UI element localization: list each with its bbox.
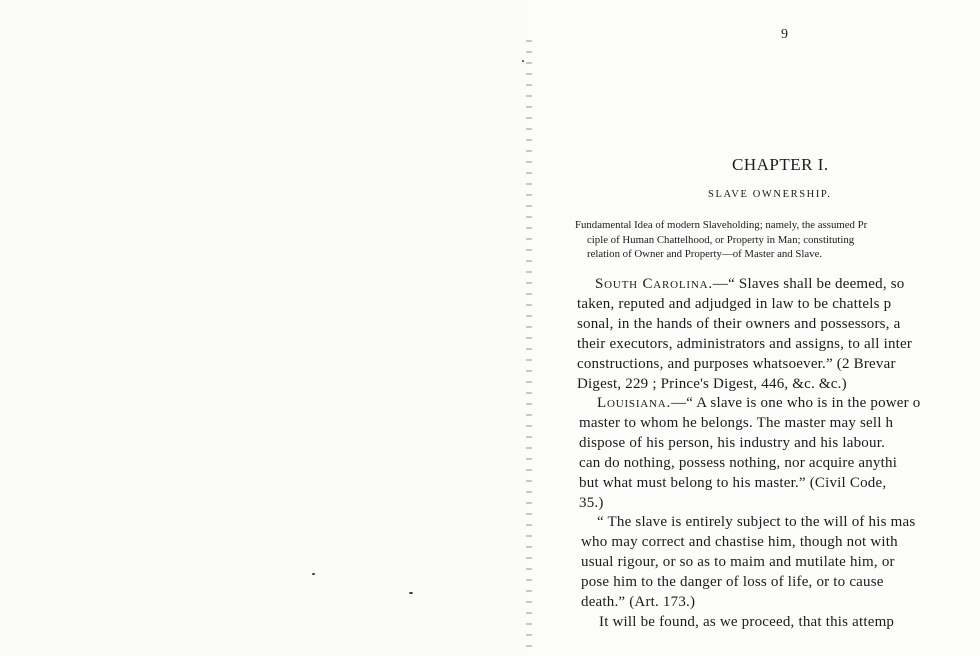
- text-line: constructions, and purposes whatsoever.” (2 Brevar: [577, 356, 896, 372]
- state-label: South Carolina.: [595, 276, 713, 292]
- page-number: 9: [781, 27, 788, 42]
- chapter-summary: [575, 218, 867, 262]
- text-line: their executors, administrators and assigns, to all inter: [577, 336, 913, 352]
- paragraph-first-line: [577, 274, 912, 294]
- text-line: 35.): [579, 495, 604, 511]
- text-line: usual rigour, or so as to maim and mutilate him, or: [581, 554, 895, 570]
- text-line: Digest, 229 ; Prince's Digest, 446, &c. &c.): [577, 376, 847, 392]
- text-line: taken, reputed and adjudged in law to be chattels p: [577, 296, 892, 312]
- ink-speck: [312, 573, 315, 575]
- south-carolina-paragraph: [577, 274, 912, 394]
- text-line: can do nothing, possess nothing, nor acquire anythi: [579, 455, 898, 471]
- text-line: “ The slave is entirely subject to the will of his mas: [597, 514, 916, 530]
- chapter-subtitle: SLAVE OWNERSHIP.: [708, 189, 832, 200]
- paragraph-first-line: [579, 393, 921, 413]
- right-text-page: [532, 0, 980, 656]
- text-line: sonal, in the hands of their owners and possessors, a: [577, 316, 901, 332]
- text-fragment: —“ A slave is one who is in the power o: [671, 395, 921, 411]
- ink-speck: [522, 60, 524, 62]
- ink-speck: [409, 592, 413, 594]
- text-fragment: —“ Slaves shall be deemed, so: [712, 276, 905, 292]
- text-line: dispose of his person, his industry and his labour.: [579, 435, 886, 451]
- summary-line: ciple of Human Chattelhood, or Property in Man; constituting: [587, 233, 855, 246]
- text-line: death.” (Art. 173.): [581, 594, 696, 610]
- text-line: It will be found, as we proceed, that this attemp: [599, 614, 895, 630]
- summary-line: Fundamental Idea of modern Slaveholding; namely, the assumed Pr: [575, 219, 868, 231]
- chapter-title: CHAPTER I.: [732, 155, 829, 174]
- text-line: but what must belong to his master.” (Civil Code,: [579, 475, 887, 491]
- text-line: who may correct and chastise him, though not with: [581, 534, 898, 550]
- text-line: master to whom he belongs. The master may sell h: [579, 415, 894, 431]
- louisiana-paragraph: [579, 393, 921, 513]
- summary-line: relation of Owner and Property—of Master and Slave.: [587, 248, 823, 260]
- quotation-paragraph: [581, 512, 915, 632]
- state-label: Louisiana.: [597, 395, 672, 411]
- text-line: pose him to the danger of loss of life, or to cause: [581, 574, 884, 590]
